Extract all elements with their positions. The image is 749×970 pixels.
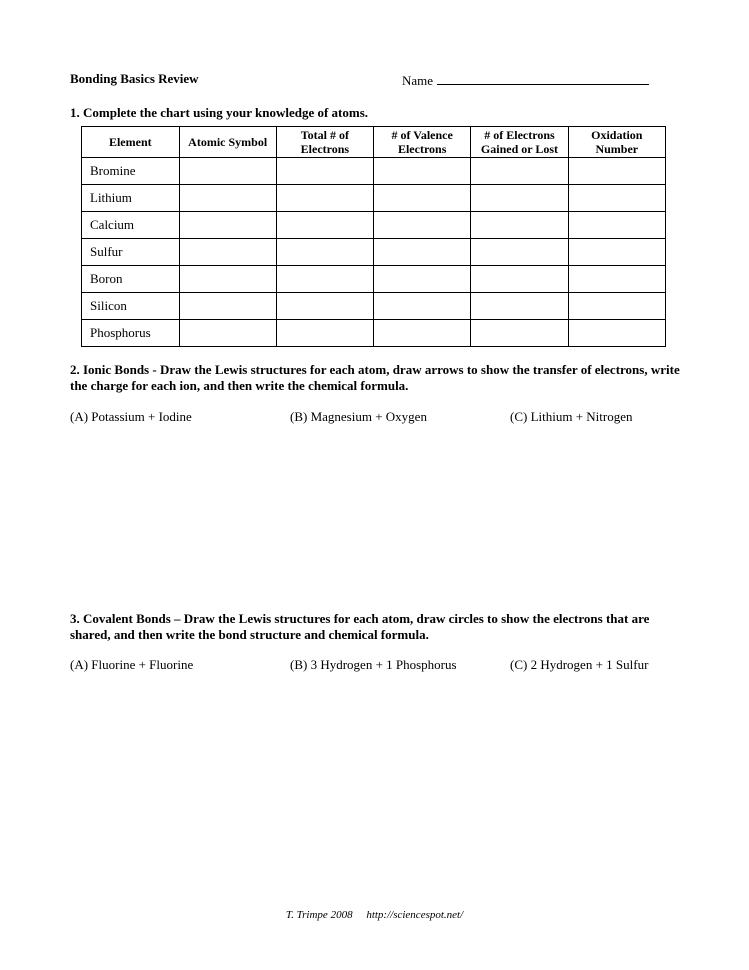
- table-row: [82, 293, 666, 320]
- column-header: Oxidation Number: [568, 127, 665, 158]
- section2-heading: 2. Ionic Bonds - Draw the Lewis structures for each atom, draw arrows to show the transfer of electrons, write the charge for each ion, and then write the chemical formula.: [70, 362, 680, 393]
- answer-cell[interactable]: [179, 212, 276, 239]
- answer-cell[interactable]: [276, 212, 373, 239]
- table-row: [82, 158, 666, 185]
- answer-cell[interactable]: [276, 239, 373, 266]
- answer-cell[interactable]: [374, 158, 471, 185]
- answer-cell[interactable]: [374, 293, 471, 320]
- answer-cell[interactable]: [179, 158, 276, 185]
- answer-cell[interactable]: [179, 320, 276, 347]
- answer-cell[interactable]: [568, 158, 665, 185]
- answer-cell[interactable]: [276, 266, 373, 293]
- name-label: Name: [402, 73, 434, 88]
- name-line[interactable]: [437, 71, 649, 85]
- element-name: Phosphorus: [82, 320, 180, 347]
- answer-cell[interactable]: [179, 293, 276, 320]
- section1-heading: 1. Complete the chart using your knowledge of atoms.: [70, 105, 369, 120]
- ionic-item-c: (C) Lithium + Nitrogen: [510, 409, 633, 424]
- table-row: [82, 239, 666, 266]
- column-header: Atomic Symbol: [179, 127, 276, 158]
- name-field[interactable]: [402, 71, 649, 89]
- answer-cell[interactable]: [568, 239, 665, 266]
- column-header: Total # of Electrons: [276, 127, 373, 158]
- answer-cell[interactable]: [471, 185, 568, 212]
- answer-cell[interactable]: [179, 266, 276, 293]
- answer-cell[interactable]: [179, 239, 276, 266]
- element-name: Calcium: [82, 212, 180, 239]
- table-row: [82, 212, 666, 239]
- table-row: [82, 185, 666, 212]
- answer-cell[interactable]: [374, 320, 471, 347]
- answer-cell[interactable]: [374, 185, 471, 212]
- element-name: Lithium: [82, 185, 180, 212]
- answer-cell[interactable]: [276, 185, 373, 212]
- answer-cell[interactable]: [374, 266, 471, 293]
- answer-cell[interactable]: [471, 158, 568, 185]
- answer-cell[interactable]: [374, 212, 471, 239]
- covalent-item-c: (C) 2 Hydrogen + 1 Sulfur: [510, 657, 649, 672]
- table-row: [82, 266, 666, 293]
- element-name: Boron: [82, 266, 180, 293]
- answer-cell[interactable]: [276, 293, 373, 320]
- ionic-item-b: (B) Magnesium + Oxygen: [290, 409, 427, 424]
- column-header: # of Valence Electrons: [374, 127, 471, 158]
- answer-cell[interactable]: [568, 293, 665, 320]
- answer-cell[interactable]: [471, 266, 568, 293]
- element-name: Silicon: [82, 293, 180, 320]
- atoms-chart: [81, 126, 666, 347]
- answer-cell[interactable]: [568, 212, 665, 239]
- footer-credit: T. Trimpe 2008 http://sciencespot.net/: [285, 909, 464, 921]
- answer-cell[interactable]: [276, 320, 373, 347]
- answer-cell[interactable]: [471, 239, 568, 266]
- answer-cell[interactable]: [471, 293, 568, 320]
- element-name: Bromine: [82, 158, 180, 185]
- section3-heading: 3. Covalent Bonds – Draw the Lewis structures for each atom, draw circles to show the electrons that are shared, and then write the bond structure and chemical formula.: [70, 611, 650, 642]
- column-header: # of Electrons Gained or Lost: [471, 127, 568, 158]
- answer-cell[interactable]: [568, 185, 665, 212]
- ionic-item-a: (A) Potassium + Iodine: [70, 409, 192, 424]
- covalent-item-a: (A) Fluorine + Fluorine: [70, 657, 194, 672]
- answer-cell[interactable]: [374, 239, 471, 266]
- answer-cell[interactable]: [179, 185, 276, 212]
- covalent-item-b: (B) 3 Hydrogen + 1 Phosphorus: [290, 657, 457, 672]
- table-row: [82, 320, 666, 347]
- answer-cell[interactable]: [568, 320, 665, 347]
- answer-cell[interactable]: [568, 266, 665, 293]
- column-header: Element: [82, 127, 180, 158]
- element-name: Sulfur: [82, 239, 180, 266]
- answer-cell[interactable]: [471, 212, 568, 239]
- worksheet-title: Bonding Basics Review: [70, 71, 199, 86]
- answer-cell[interactable]: [471, 320, 568, 347]
- answer-cell[interactable]: [276, 158, 373, 185]
